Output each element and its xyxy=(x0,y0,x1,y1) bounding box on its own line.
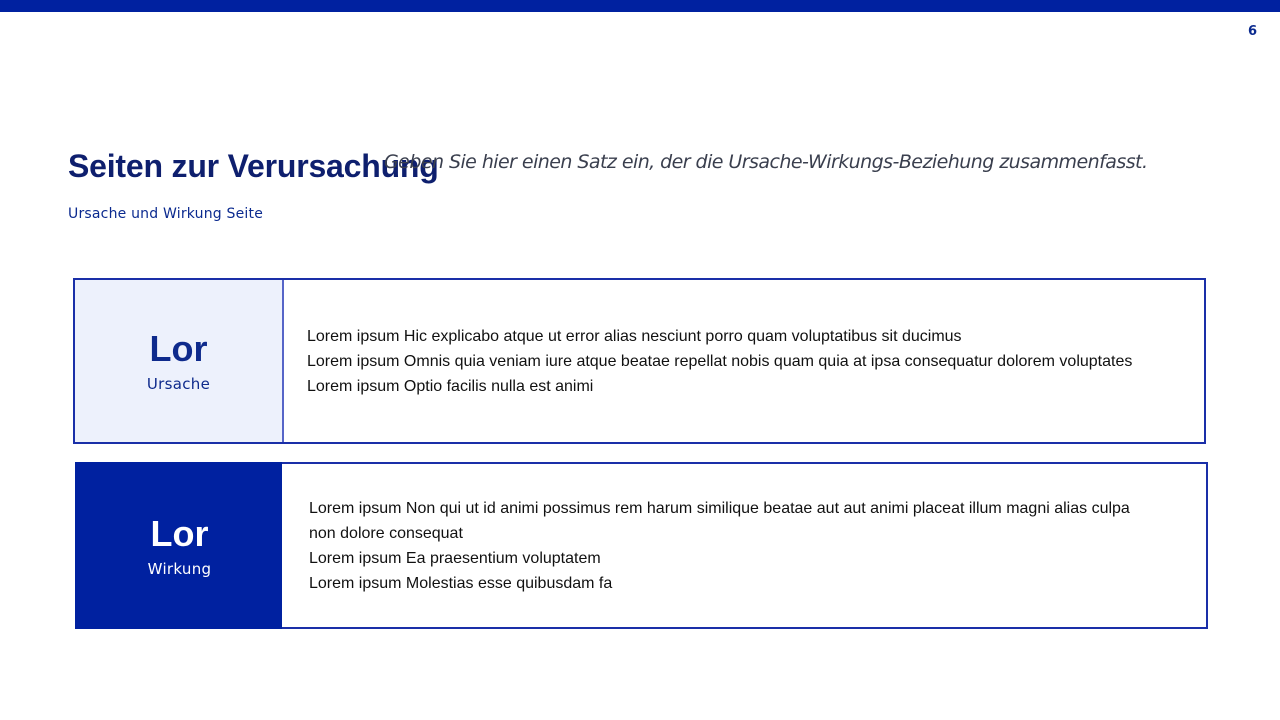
cause-text-line: Lorem ipsum Optio facilis nulla est animi xyxy=(307,377,594,395)
cause-label-cell xyxy=(75,280,284,442)
effect-text-line: Lorem ipsum Ea praesentium voluptatem xyxy=(309,549,601,567)
page-title: Seiten zur Verursachung xyxy=(68,148,439,184)
cause-row xyxy=(73,278,1206,444)
cause-text-cell xyxy=(307,280,1154,442)
summary-sentence: Geben Sie hier einen Satz ein, der die Ursache-Wirkungs-Beziehung zusammenfasst. xyxy=(384,151,1148,173)
cause-label-main: Lor xyxy=(149,328,208,369)
cause-label-sub: Ursache xyxy=(146,375,211,393)
effect-text-cell xyxy=(309,464,1146,627)
effect-row xyxy=(75,462,1208,629)
cause-text-line: Lorem ipsum Hic explicabo atque ut error alias nesciunt porro quam voluptatibus sit ducimus xyxy=(307,327,962,345)
page-number: 6 xyxy=(1247,24,1257,39)
cause-text-line: Lorem ipsum Omnis quia veniam iure atque beatae repellat nobis quam quia at ipsa consequatur dolorem voluptates xyxy=(307,352,1133,370)
effect-label-sub: Wirkung xyxy=(147,559,212,578)
effect-text-line: Lorem ipsum Molestias esse quibusdam fa xyxy=(309,574,613,592)
page-subtitle: Ursache und Wirkung Seite xyxy=(68,206,264,222)
effect-label-main: Lor xyxy=(150,512,209,554)
effect-label-cell xyxy=(75,462,282,629)
top-accent-bar xyxy=(0,0,1280,12)
effect-text-line: Lorem ipsum Non qui ut id animi possimus rem harum similique beatae aut aut animi placeat illum magni alias culpa non dolore consequat xyxy=(309,499,1130,542)
